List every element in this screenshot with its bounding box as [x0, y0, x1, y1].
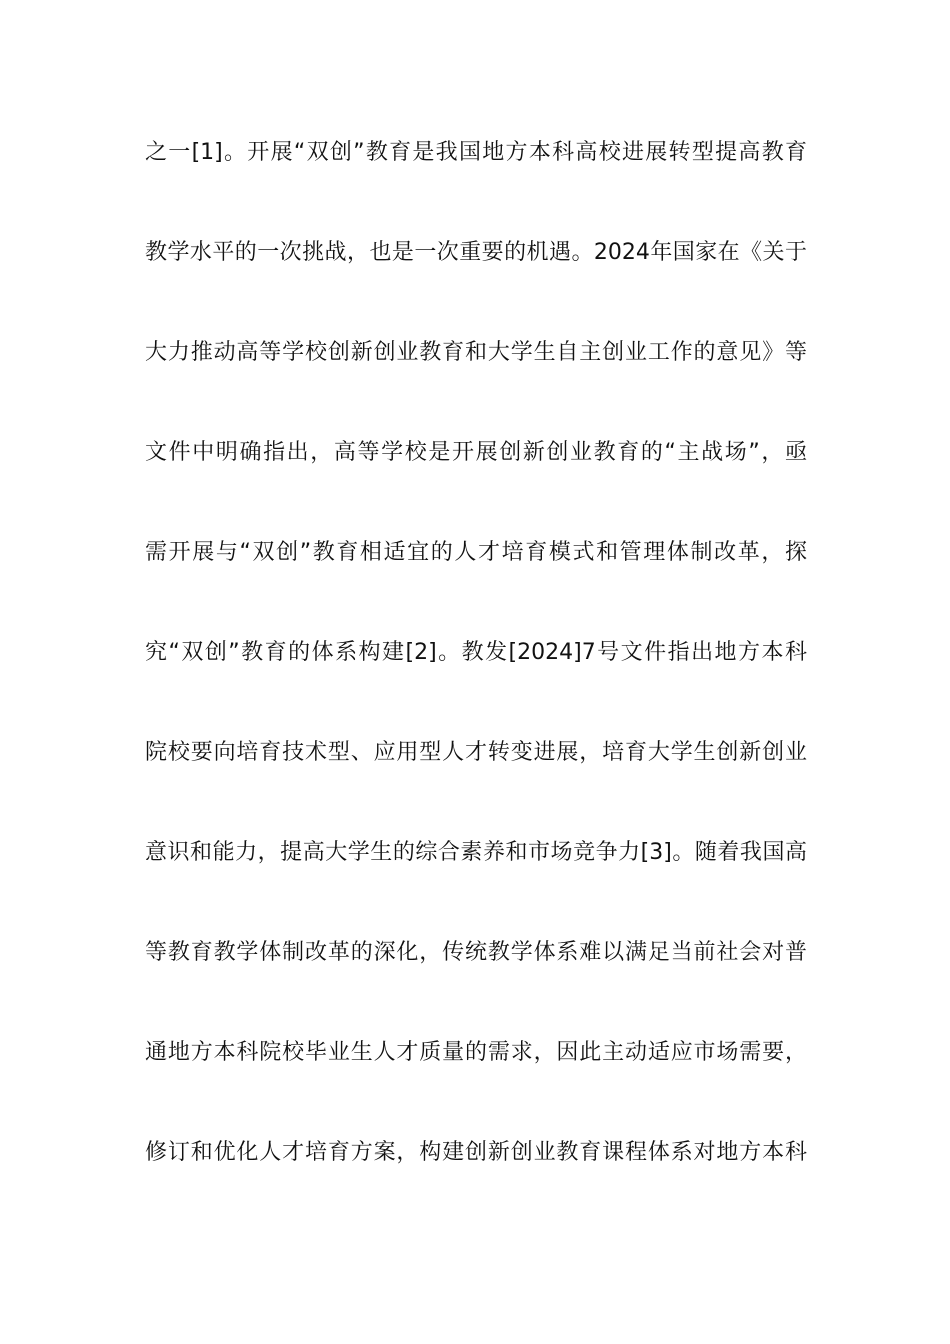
- text-line: 文件中明确指出，高等学校是开展创新创业教育的“主战场”，亟: [145, 440, 807, 465]
- text-line: 究“双创”教育的体系构建[2]。教发[2024]7号文件指出地方本科: [145, 640, 807, 665]
- text-line: 通地方本科院校毕业生人才质量的需求，因此主动适应市场需要，: [145, 1040, 807, 1065]
- body-paragraph: [145, 128, 807, 1228]
- text-line: 教学水平的一次挑战，也是一次重要的机遇。2024年国家在《关于: [145, 240, 807, 265]
- text-line: 院校要向培育技术型、应用型人才转变进展，培育大学生创新创业: [145, 740, 807, 765]
- text-line: 等教育教学体制改革的深化，传统教学体系难以满足当前社会对普: [145, 940, 807, 965]
- text-line: 大力推动高等学校创新创业教育和大学生自主创业工作的意见》等: [145, 340, 807, 365]
- text-line: 意识和能力，提高大学生的综合素养和市场竞争力[3]。随着我国高: [145, 840, 807, 865]
- text-line: 需开展与“双创”教育相适宜的人才培育模式和管理体制改革，探: [145, 540, 807, 565]
- text-line: 修订和优化人才培育方案，构建创新创业教育课程体系对地方本科: [145, 1140, 807, 1165]
- text-line: 之一[1]。开展“双创”教育是我国地方本科高校进展转型提高教育: [145, 140, 807, 165]
